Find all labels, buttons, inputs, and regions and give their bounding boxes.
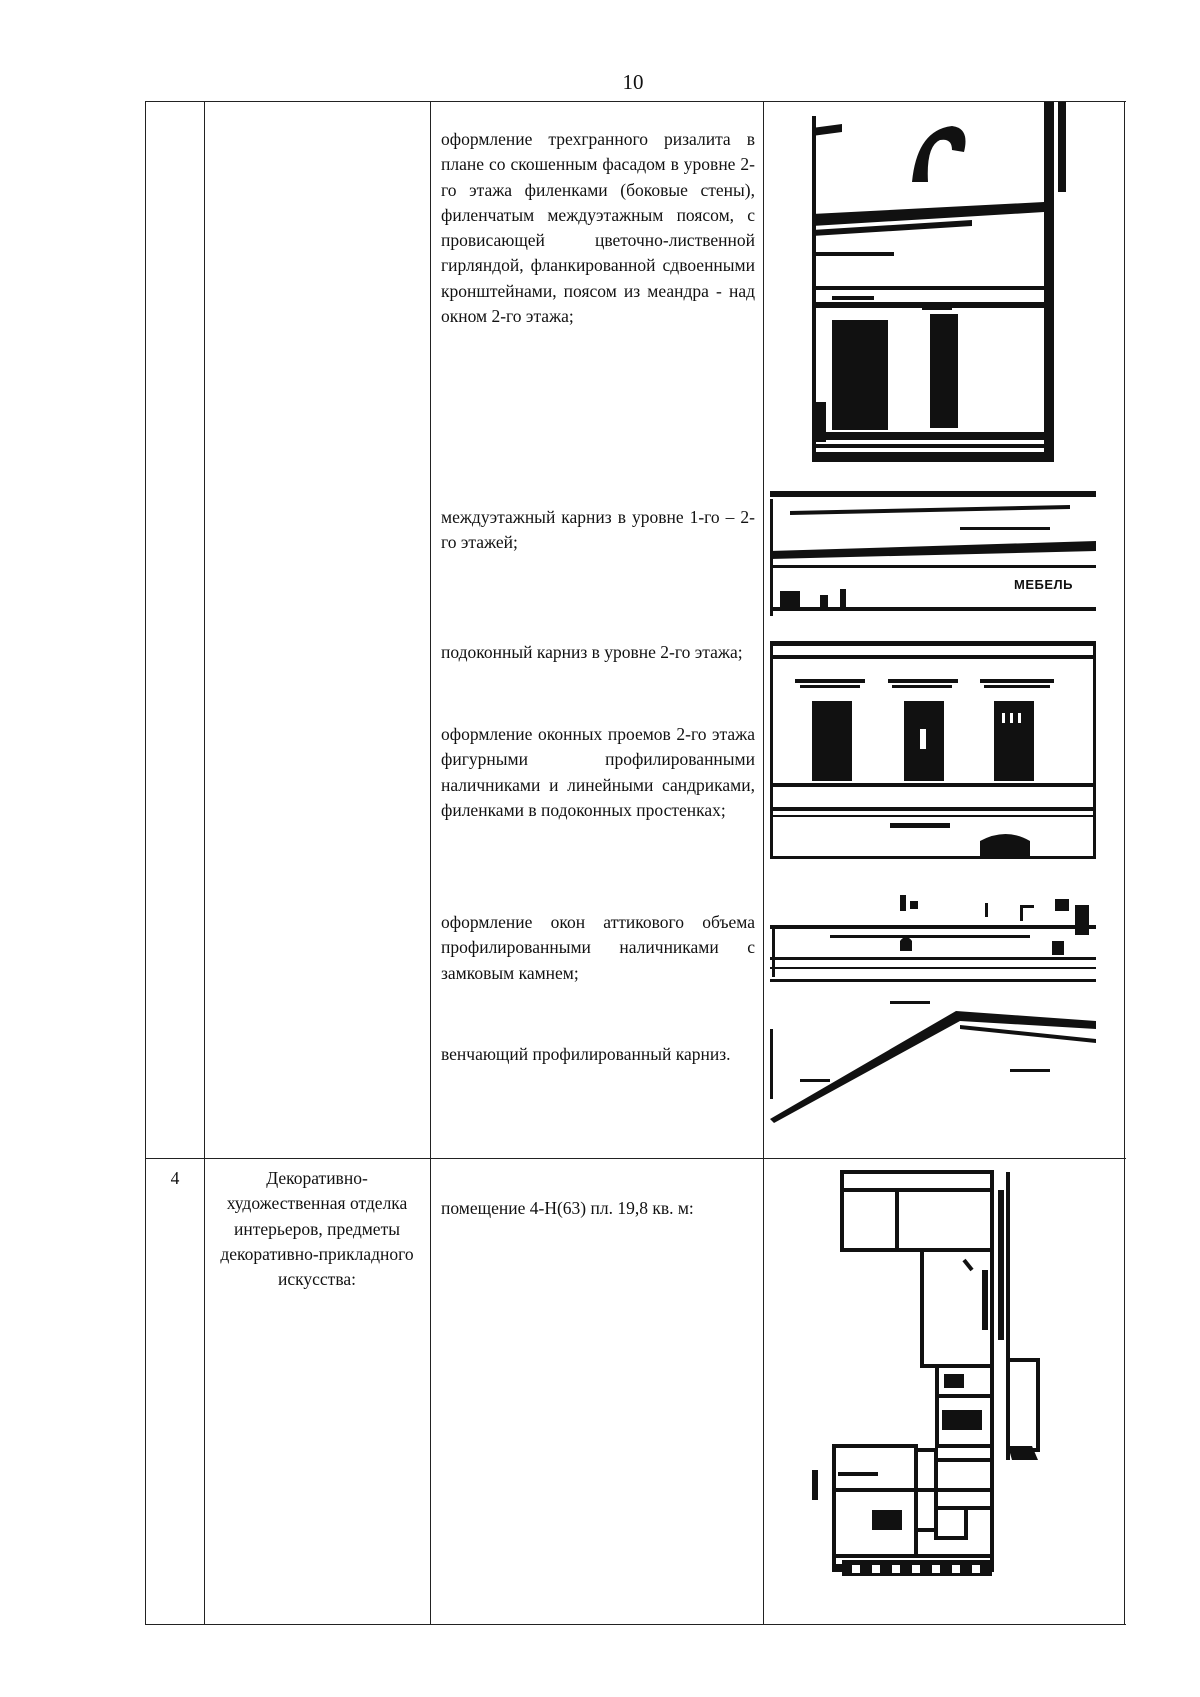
table-border-right: [1124, 101, 1125, 1625]
item-text-interfloor-cornice: междуэтажный карниз в уровне 1-го – 2-го этажей;: [441, 507, 755, 553]
item-text-sill-cornice: подоконный карниз в уровне 2-го этажа;: [441, 642, 743, 662]
furniture-sign-caption: МЕБЕЛЬ: [1014, 577, 1073, 592]
row-category: Декоративно-художественная отделка интерьеров, предметы декоративно-прикладного искусства:: [220, 1168, 414, 1290]
table-border-left: [145, 101, 146, 1625]
row-divider: [145, 1158, 1126, 1159]
attic-windows-photo: [770, 891, 1096, 983]
item-text-attic-windows: оформление окон аттикового объема профилированными наличниками с замковым камнем;: [441, 912, 755, 983]
interfloor-cornice-photo: [770, 491, 1096, 616]
floor-plan-drawing: [812, 1160, 1092, 1580]
item-text-window-openings: оформление оконных проемов 2-го этажа фигурными профилированными наличниками и линейными сандриками, филенками в подоконных простенках;: [441, 724, 755, 820]
facade-rizalit-photo: [812, 102, 1070, 462]
page-number: 10: [622, 70, 644, 94]
item-text-rizalit: оформление трехгранного ризалита в плане со скошенным фасадом в уровне 2-го этажа филенками (боковые стены), филенчатым междуэтажным поясом, с провисающей цветочно-лиственной гирляндой, фланкированной сдвоенными кронштейнами, поясом из меандра - над окном 2-го этажа;: [441, 129, 755, 327]
column-divider-1: [204, 101, 205, 1625]
table-border-bottom: [145, 1624, 1126, 1625]
crowning-cornice-photo: [770, 999, 1096, 1123]
second-floor-windows-photo: [770, 641, 1096, 859]
row-number: 4: [170, 1168, 180, 1188]
item-text-crowning-cornice: венчающий профилированный карниз.: [441, 1044, 731, 1064]
column-divider-3: [763, 101, 764, 1625]
column-divider-2: [430, 101, 431, 1625]
item-text-room-4n63: помещение 4-Н(63) пл. 19,8 кв. м:: [441, 1198, 694, 1218]
